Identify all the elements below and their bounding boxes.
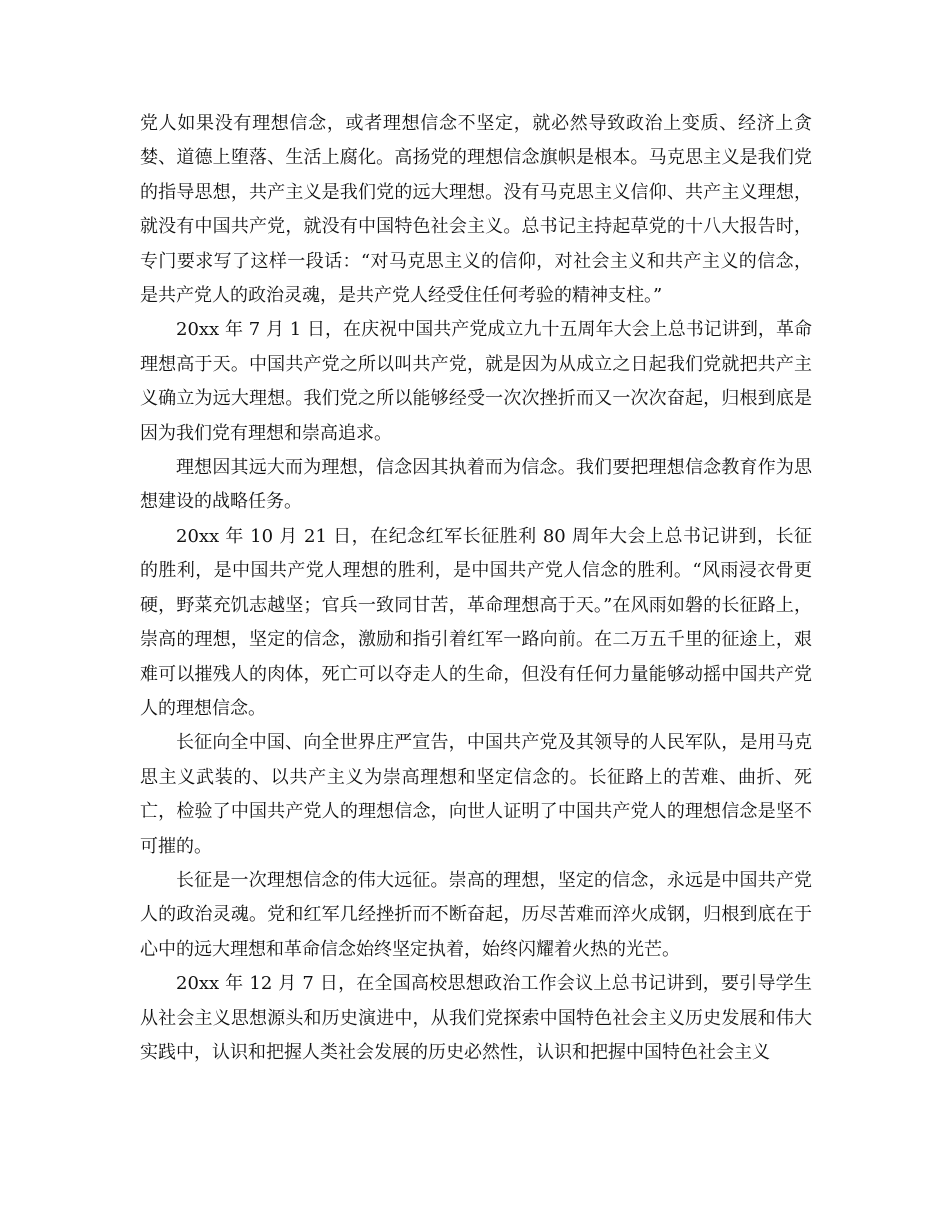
paragraph: 20xx 年 10 月 21 日，在纪念红军长征胜利 80 周年大会上总书记讲到，长征的胜利，是中国共产党人理想的胜利，是中国共产党人信念的胜利。“风雨浸衣骨更硬，野菜充饥志越坚；官兵一致同甘苦，革命理想高于天。”在风雨如磐的长征路上，崇高的理想，坚定的信念，激励和指引着红军一路向前。在二万五千里的征途上，艰难可以摧残人的肉体，死亡可以夺走人的生命，但没有任何力量能够动摇中国共产党人的理想信念。	[140, 525, 812, 719]
paragraph: 理想因其远大而为理想，信念因其执着而为信念。我们要把理想信念教育作为思想建设的战略任务。	[140, 457, 812, 513]
paragraph: 20xx 年 12 月 7 日，在全国高校思想政治工作会议上总书记讲到，要引导学生从社会主义思想源头和历史演进中，从我们党探索中国特色社会主义历史发展和伟大实践中，认识和把握人类社会发展的历史必然性，认识和把握中国特色社会主义	[140, 973, 812, 1063]
paragraph: 长征是一次理想信念的伟大远征。崇高的理想，坚定的信念，永远是中国共产党人的政治灵魂。党和红军几经挫折而不断奋起，历尽苦难而淬火成钢，归根到底在于心中的远大理想和革命信念始终坚定执着，始终闪耀着火热的光芒。	[140, 869, 812, 960]
document-page	[140, 107, 812, 1070]
paragraph-continued: 党人如果没有理想信念，或者理想信念不坚定，就必然导致政治上变质、经济上贪婪、道德上堕落、生活上腐化。高扬党的理想信念旗帜是根本。马克思主义是我们党的指导思想，共产主义是我们党的远大理想。没有马克思主义信仰、共产主义理想，就没有中国共产党，就没有中国特色社会主义。总书记主持起草党的十八大报告时，专门要求写了这样一段话：“对马克思主义的信仰，对社会主义和共产主义的信念，是共产党人的政治灵魂，是共产党人经受住任何考验的精神支柱。”	[140, 113, 812, 307]
paragraph: 20xx 年 7 月 1 日，在庆祝中国共产党成立九十五周年大会上总书记讲到，革命理想高于天。中国共产党之所以叫共产党，就是因为从成立之日起我们党就把共产主义确立为远大理想。我们党之所以能够经受一次次挫折而又一次次奋起，归根到底是因为我们党有理想和崇高追求。	[140, 319, 812, 444]
paragraph: 长征向全中国、向全世界庄严宣告，中国共产党及其领导的人民军队，是用马克思主义武装的、以共产主义为崇高理想和坚定信念的。长征路上的苦难、曲折、死亡，检验了中国共产党人的理想信念，向世人证明了中国共产党人的理想信念是坚不可摧的。	[140, 732, 812, 857]
